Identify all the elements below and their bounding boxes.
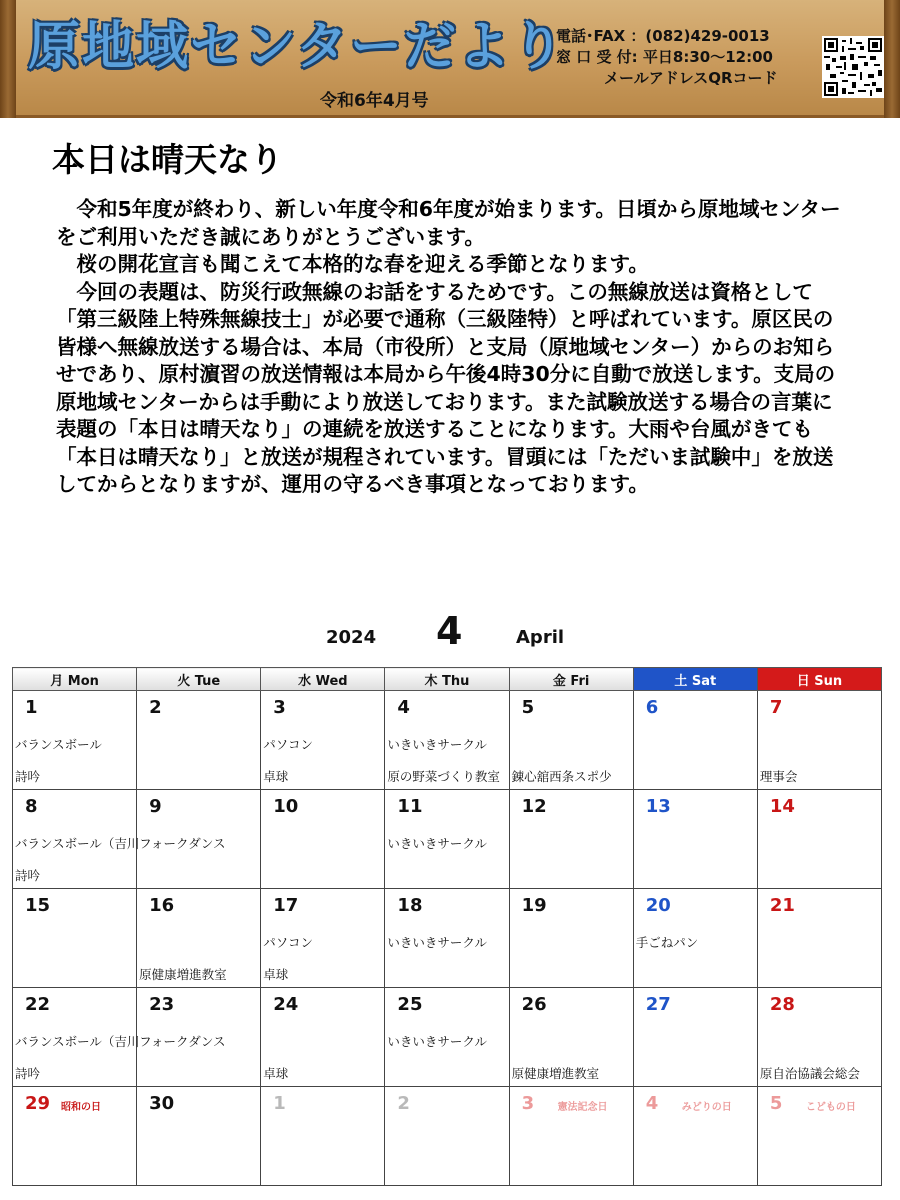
day-number: 22 xyxy=(25,994,51,1015)
calendar-day-cell xyxy=(13,691,137,790)
calendar-week-row xyxy=(13,790,882,889)
weekday-sun: 日 Sun xyxy=(757,668,881,691)
calendar-day-cell xyxy=(13,889,137,988)
weekday-wed: 水 Wed xyxy=(261,668,385,691)
event-label: 原自治協議会総会 xyxy=(759,1066,860,1081)
day-number: 19 xyxy=(521,895,547,916)
article-paragraph: 令和5年度が終わり、新しい年度令和6年度が始まります。日頃から原地域センターをご利用いただき誠にありがとうございます。 xyxy=(56,197,841,249)
calendar-day-cell xyxy=(633,988,757,1087)
day-number: 14 xyxy=(769,796,795,817)
holiday-label: 昭和の日 xyxy=(61,1102,101,1113)
weekday-sat: 土 Sat xyxy=(633,668,757,691)
article-paragraph: 今回の表題は、防災行政無線のお話をするためです。この無線放送は資格として「第三級陸上特殊無線技士」が必要で通称（三級陸特）と呼ばれています。原区民の皆様へ無線放送する場合は、本局（市役所）と支局（原地域センター）からのお知らせであり、原村濵習の放送情報は本局から午後4時30分に自動で放送します。支局の原地域センターからは手動により放送しております。また試験放送する場合の言葉に表題の「本日は晴天なり」の連続を放送することになります。大雨や台風がきても「本日は晴天なり」と放送が規程されています。冒頭には「ただいま試験中」を放送してからとなりますが、運用の守るべき事項となっております。 xyxy=(56,279,836,496)
calendar-day-cell xyxy=(509,691,633,790)
day-number: 2 xyxy=(397,1093,410,1114)
calendar-day-cell xyxy=(13,988,140,1087)
weekday-fri: 金 Fri xyxy=(509,668,633,691)
day-number: 5 xyxy=(769,1093,783,1114)
calendar-day-cell xyxy=(137,1087,261,1186)
day-number: 13 xyxy=(645,796,671,817)
event-calendar xyxy=(12,667,882,1186)
event-label: 詩吟 xyxy=(15,1066,41,1081)
calendar-day-cell xyxy=(261,988,385,1087)
event-label: 錬心舘西条スポ少 xyxy=(511,769,612,784)
calendar-day-cell xyxy=(385,691,509,790)
calendar-day-cell xyxy=(509,988,633,1087)
day-number: 23 xyxy=(149,994,175,1015)
event-label: フォークダンス xyxy=(139,1034,226,1049)
calendar-day-cell xyxy=(509,889,633,988)
day-number: 25 xyxy=(397,994,423,1015)
article-body xyxy=(56,196,846,499)
calendar-day-cell xyxy=(261,889,385,988)
calendar-day-cell xyxy=(633,790,757,889)
event-label: バランスボール xyxy=(15,737,102,752)
newsletter-title: 原地域センターだより xyxy=(28,17,566,77)
event-label: 手ごねパン xyxy=(635,935,699,950)
event-label: パソコン xyxy=(263,935,314,950)
holiday-label: 憲法記念日 xyxy=(557,1102,608,1113)
day-number: 30 xyxy=(149,1093,175,1114)
day-number: 21 xyxy=(769,895,795,916)
header-banner xyxy=(0,0,900,118)
calendar-day-cell xyxy=(261,691,385,790)
calendar-week-row xyxy=(13,691,882,790)
event-label: いきいきサークル xyxy=(387,1034,488,1049)
day-number: 1 xyxy=(273,1093,286,1114)
phone-fax: 電話･FAX ：(082)429-0013 xyxy=(556,27,770,45)
day-number: 3 xyxy=(273,697,286,718)
weekday-mon: 月 Mon xyxy=(13,668,137,691)
event-label: 詩吟 xyxy=(15,868,41,883)
calendar-day-cell xyxy=(757,790,881,889)
article-heading: 本日は晴天なり xyxy=(52,140,283,179)
event-label: 詩吟 xyxy=(15,769,41,784)
email-qr-code-icon[interactable] xyxy=(822,36,884,98)
day-number: 4 xyxy=(645,1093,659,1114)
holiday-label: こどもの日 xyxy=(805,1102,856,1113)
day-number: 1 xyxy=(25,697,38,718)
day-number: 18 xyxy=(397,895,423,916)
day-number: 12 xyxy=(521,796,547,817)
day-number: 28 xyxy=(769,994,795,1015)
day-number: 24 xyxy=(273,994,299,1015)
calendar-week-row xyxy=(13,1087,882,1186)
calendar-day-cell xyxy=(137,691,261,790)
calendar-year: 2024 xyxy=(326,627,377,648)
calendar-day-cell xyxy=(757,1087,881,1186)
calendar-day-cell xyxy=(137,790,261,889)
day-number: 11 xyxy=(397,796,423,817)
day-number: 6 xyxy=(645,697,659,718)
calendar-day-cell xyxy=(385,889,509,988)
day-number: 2 xyxy=(149,697,162,718)
calendar-day-cell xyxy=(385,988,509,1087)
day-number: 15 xyxy=(25,895,51,916)
event-label: 卓球 xyxy=(263,769,289,784)
event-label: 原健康増進教室 xyxy=(139,967,227,982)
event-label: いきいきサークル xyxy=(387,737,488,752)
calendar-day-cell xyxy=(509,1087,633,1186)
calendar-day-cell xyxy=(137,988,261,1087)
calendar-day-cell xyxy=(385,790,509,889)
calendar-day-cell xyxy=(13,1087,137,1186)
contact-info xyxy=(556,26,778,89)
issue-label: 令和6年4月号 xyxy=(320,91,429,111)
event-label: 原の野菜づくり教室 xyxy=(387,769,500,784)
calendar-day-cell xyxy=(385,1087,509,1186)
calendar-day-cell xyxy=(261,790,385,889)
calendar-week-row xyxy=(13,988,882,1087)
calendar-day-cell xyxy=(633,1087,757,1186)
day-number: 5 xyxy=(521,697,535,718)
weekday-thu: 木 Thu xyxy=(385,668,509,691)
day-number: 7 xyxy=(769,697,783,718)
event-label: バランスボール（吉川 xyxy=(15,1034,140,1049)
calendar-day-cell xyxy=(633,691,757,790)
event-label: バランスボール（吉川 xyxy=(15,836,140,851)
day-number: 10 xyxy=(273,796,299,817)
article-paragraph: 桜の開花宣言も聞こえて本格的な春を迎える季節となります。 xyxy=(56,252,649,276)
day-number: 3 xyxy=(521,1093,535,1114)
day-number: 16 xyxy=(149,895,175,916)
calendar-day-cell xyxy=(261,1087,385,1186)
office-hours: 窓 口 受 付: 平日8:30～12:00 xyxy=(556,48,773,66)
day-number: 9 xyxy=(149,796,162,817)
day-number: 4 xyxy=(397,697,410,718)
event-label: いきいきサークル xyxy=(387,836,488,851)
weekday-header-row xyxy=(13,668,882,691)
event-label: 原健康増進教室 xyxy=(511,1066,600,1081)
event-label: 卓球 xyxy=(263,967,289,982)
day-number: 20 xyxy=(645,895,671,916)
day-number: 29 xyxy=(25,1093,51,1114)
calendar-day-cell xyxy=(137,889,261,988)
calendar-day-cell xyxy=(757,988,881,1087)
calendar-day-cell xyxy=(757,889,881,988)
calendar-month-english: April xyxy=(516,627,565,648)
day-number: 8 xyxy=(25,796,38,817)
weekday-tue: 火 Tue xyxy=(137,668,261,691)
calendar-day-cell xyxy=(757,691,881,790)
email-qr-label: メールアドレスQRコード xyxy=(604,69,778,87)
event-label: 理事会 xyxy=(759,769,798,784)
calendar-week-row xyxy=(13,889,882,988)
event-label: いきいきサークル xyxy=(387,935,488,950)
calendar-month: 4 xyxy=(436,609,463,653)
calendar-day-cell xyxy=(13,790,140,889)
event-label: パソコン xyxy=(263,737,314,752)
day-number: 17 xyxy=(273,895,299,916)
event-label: フォークダンス xyxy=(139,836,226,851)
holiday-label: みどりの日 xyxy=(681,1102,732,1113)
day-number: 27 xyxy=(645,994,671,1015)
day-number: 26 xyxy=(521,994,547,1015)
calendar-day-cell xyxy=(509,790,633,889)
event-label: 卓球 xyxy=(263,1066,289,1081)
calendar-day-cell xyxy=(633,889,757,988)
